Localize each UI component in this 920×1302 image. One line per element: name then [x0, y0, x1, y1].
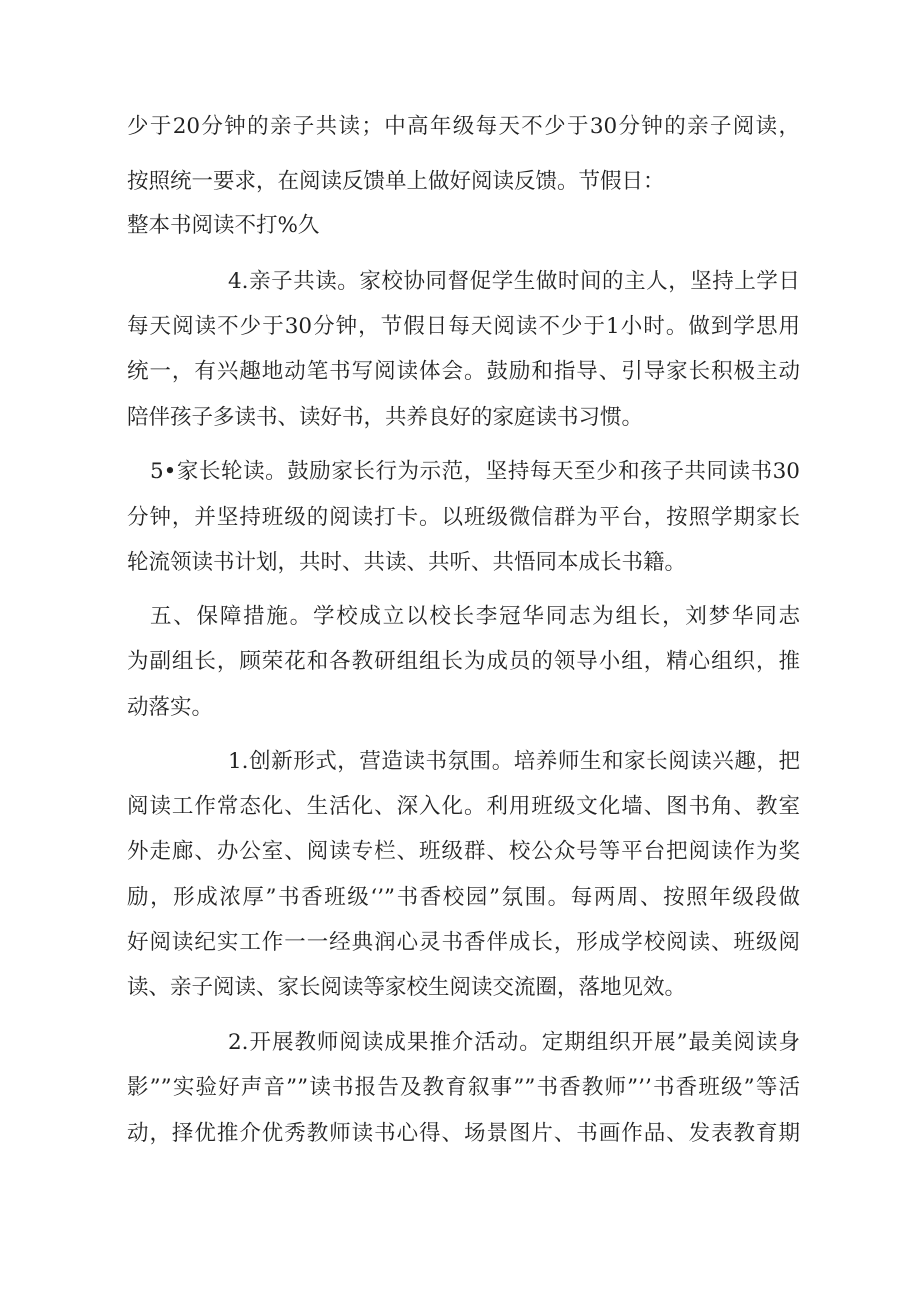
text-line: 为副组长，顾荣花和各教研组组长为成员的领导小组，精心组织，推	[127, 649, 800, 674]
text-line: 外走廊、办公室、阅读专栏、班级群、校公众号等平台把阅读作为奖	[127, 839, 800, 864]
text-line: 动，择优推介优秀教师读书心得、场景图片、书画作品、发表教育期	[127, 1121, 800, 1146]
section-5-heading-line: 五、保障措施。学校成立以校长李冠华同志为组长，刘梦华同志	[150, 604, 800, 629]
text-line: 每天阅读不少于30分钟，节假日每天阅读不少于1小时。做到学思用	[127, 314, 800, 339]
text-line: 整本书阅读不打%久	[127, 213, 320, 238]
text-line: 分钟，并坚持班级的阅读打卡。以班级微信群为平台，按照学期家长	[127, 505, 800, 530]
text-line: 影””实验好声音””读书报告及教育叙事””书香教师”’’书香班级”等活	[127, 1075, 800, 1100]
text-line: 统一，有兴趣地动笔书写阅读体会。鼓励和指导、引导家长积极主动	[127, 359, 800, 384]
item-1-heading-line: 1.创新形式，营造读书氛围。培养师生和家长阅读兴趣，把	[228, 749, 800, 774]
text-line: 好阅读纪实工作一一经典润心灵书香伴成长，形成学校阅读、班级阅	[127, 930, 800, 955]
paragraph-5-heading-line: 5•家长轮读。鼓励家长行为示范，坚持每天至少和孩子共同读书30	[150, 459, 800, 484]
text-line: 少于20分钟的亲子共读；中高年级每天不少于30分钟的亲子阅读，	[127, 114, 800, 139]
text-line: 阅读工作常态化、生活化、深入化。利用班级文化墙、图书角、教室	[127, 794, 800, 819]
text-line: 动落实。	[127, 695, 214, 720]
paragraph-4-heading-line: 4.亲子共读。家校协同督促学生做时间的主人，坚持上学日	[228, 269, 800, 294]
text-line: 轮流领读书计划，共时、共读、共听、共悟同本成长书籍。	[127, 550, 687, 575]
text-line: 陪伴孩子多读书、读好书，共养良好的家庭读书习惯。	[127, 405, 644, 430]
text-line: 读、亲子阅读、家长阅读等家校生阅读交流圈，落地见效。	[127, 975, 687, 1000]
text-line: 励，形成浓厚”书香班级‘’”书香校园”氛围。每两周、按照年级段做	[127, 885, 800, 910]
text-line: 按照统一要求，在阅读反馈单上做好阅读反馈。节假日：	[127, 169, 665, 194]
item-2-heading-line: 2.开展教师阅读成果推介活动。定期组织开展”最美阅读身	[228, 1030, 800, 1055]
